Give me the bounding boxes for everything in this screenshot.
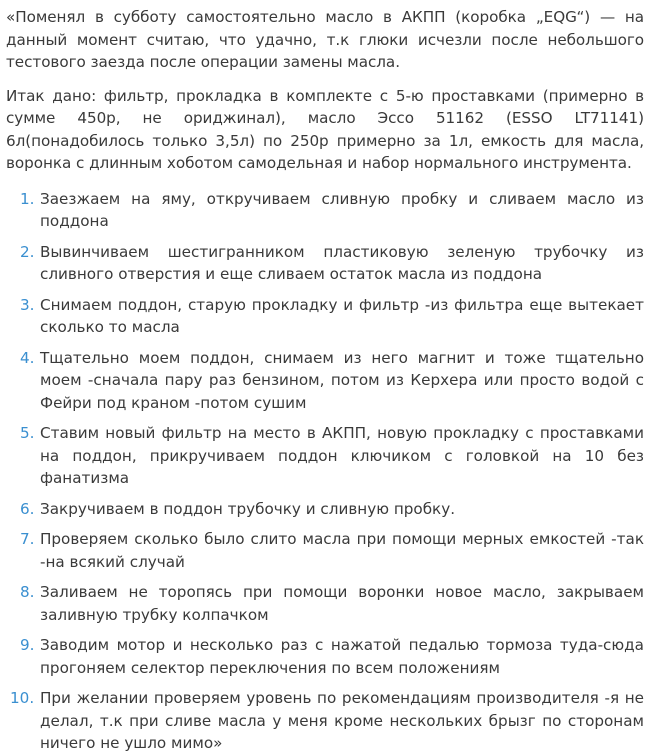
list-item-number: 7. — [20, 530, 35, 548]
list-item-text: Заливаем не торопясь при помощи воронки новое масло, закрываем заливную трубку колпачком — [40, 583, 644, 624]
list-item-text: Вывинчиваем шестигранником пластиковую зеленую трубочку из сливного отверстия и еще сливаем остаток масла из поддона — [40, 242, 644, 283]
list-item — [6, 687, 644, 755]
list-item — [6, 188, 644, 233]
list-item-text: Ставим новый фильтр на место в АКПП, новую прокладку с проставками на поддон, прикручиваем поддон ключиком с головкой на 10 без фанатизма — [40, 424, 644, 487]
list-item-number: 3. — [20, 295, 35, 314]
list-item-text: Снимаем поддон, старую прокладку и фильтр -из фильтра еще вытекает сколько то масла — [40, 295, 644, 336]
list-item-number: 4. — [20, 348, 35, 367]
list-item-text: Заводим мотор и несколько раз с нажатой педалью тормоза туда-сюда прогоняем селектор переключения по всем положениям — [40, 636, 644, 677]
list-item — [6, 347, 644, 415]
given-paragraph: Итак дано: фильтр, прокладка в комплекте с 5-ю проставками (примерно в сумме 450р, не ориджинал), масло Эссо 51162 (ESSO LT71141) 6л(понадобилось только 3,5л) по 250р примерно за 1л, емкость для масла, воронка с длинным хоботом самодельная и набор нормального инструмента. — [6, 86, 644, 172]
list-item-text: Закручиваем в поддон трубочку и сливную пробку. — [40, 499, 456, 518]
list-item — [6, 498, 644, 521]
list-item-text: Проверяем сколько было слито масла при помощи мерных емкостей -так -на всякий случай — [40, 530, 644, 571]
list-item-number: 5. — [20, 424, 35, 442]
list-item-number: 10. — [10, 689, 35, 707]
list-item-text: При желании проверяем уровень по рекомендациям производителя -я не делал, т.к при сливе масла у меня кроме нескольких брызг по сторонам ничего не ушло мимо» — [40, 689, 644, 752]
list-item-number: 9. — [20, 636, 35, 654]
list-item — [6, 528, 644, 573]
list-item-text: Тщательно моем поддон, снимаем из него магнит и тоже тщательно моем -сначала пару раз бензином, потом из Керхера или просто водой с Фейри под краном -потом сушим — [40, 348, 644, 412]
list-item-number: 6. — [20, 499, 35, 518]
list-item-number: 1. — [20, 189, 35, 208]
steps-list — [6, 188, 644, 755]
list-item — [6, 241, 644, 286]
list-item — [6, 634, 644, 679]
list-item-text: Заезжаем на яму, откручиваем сливную пробку и сливаем масло из поддона — [40, 189, 644, 230]
list-item — [6, 294, 644, 339]
list-item-number: 8. — [20, 583, 35, 601]
list-item — [6, 581, 644, 626]
list-item-number: 2. — [20, 242, 35, 261]
list-item — [6, 422, 644, 490]
intro-paragraph: «Поменял в субботу самостоятельно масло в АКПП (коробка „EQG“) — на данный момент считаю, что удачно, т.к глюки исчезли после небольшого тестового заезда после операции замены масла. — [6, 8, 644, 71]
